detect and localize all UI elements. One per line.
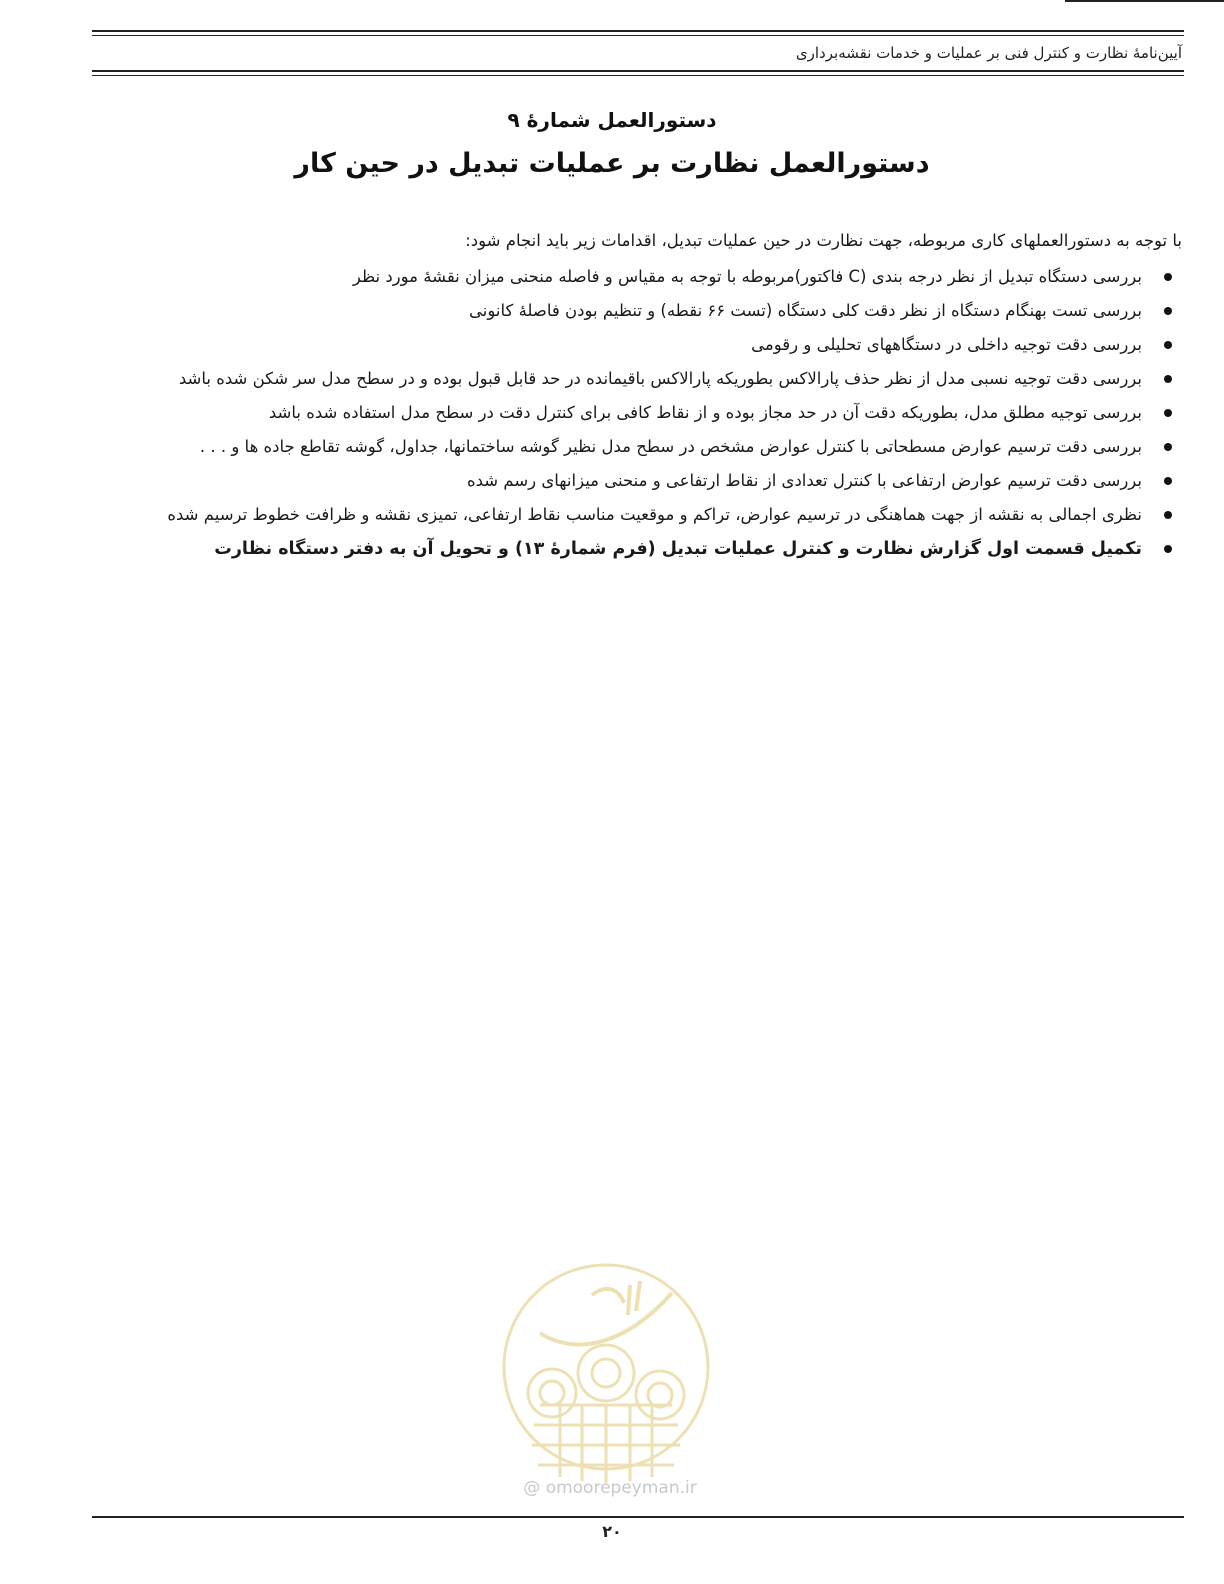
running-header: آیین‌نامهٔ نظارت و کنترل فنی بر عملیات و خدمات نقشه‌برداری <box>795 44 1182 62</box>
footer-rule <box>92 1516 1184 1518</box>
header-rule-bottom-thin <box>92 75 1184 76</box>
bullet-icon <box>1164 273 1172 281</box>
list-item: بررسی تست بهنگام دستگاه از نظر دقت کلی دستگاه (تست ۶۶ نقطه) و تنظیم بودن فاصلهٔ کانونی <box>92 294 1142 328</box>
watermark-logo-icon <box>500 1255 712 1515</box>
bullet-icon <box>1164 341 1172 349</box>
page-number: ۲۰ <box>602 1522 622 1541</box>
bullet-icon <box>1164 511 1172 519</box>
bullet-icon <box>1164 409 1172 417</box>
list-item: بررسی دقت ترسیم عوارض ارتفاعی با کنترل تعدادی از نقاط ارتفاعی و منحنی میزانهای رسم شده <box>92 464 1142 498</box>
instruction-number: دستورالعمل شمارهٔ ۹ <box>507 108 717 132</box>
corner-mark <box>1065 0 1224 2</box>
bullet-icon <box>1164 477 1172 485</box>
intro-paragraph: با توجه به دستورالعملهای کاری مربوطه، جهت نظارت در حین عملیات تبدیل، اقدامات زیر باید انجام شود: <box>465 231 1182 250</box>
list-item: بررسی دقت توجیه داخلی در دستگاههای تحلیلی و رقومی <box>92 328 1142 362</box>
list-item: بررسی دستگاه تبدیل از نظر درجه بندی (C فاکتور)مربوطه با توجه به مقیاس و فاصله منحنی میزان نقشهٔ مورد نظر <box>92 260 1142 294</box>
header-rule-top-thin <box>92 35 1184 36</box>
list-item: بررسی توجیه مطلق مدل، بطوریکه دقت آن در حد مجاز بوده و از نقاط کافی برای کنترل دقت در سطح مدل استفاده شده باشد <box>92 396 1142 430</box>
watermark-url: @ omoorepeyman.ir <box>523 1478 697 1498</box>
list-item: بررسی دقت ترسیم عوارض مسطحاتی با کنترل عوارض مشخص در سطح مدل نظیر گوشه ساختمانها، جداول، گوشه تقاطع جاده ها و . . . <box>92 430 1142 464</box>
header-rule-bottom <box>92 70 1184 72</box>
final-list-item: تکمیل قسمت اول گزارش نظارت و کنترل عملیات تبدیل (فرم شمارهٔ ۱۳) و تحویل آن به دفتر دستگاه نظارت <box>92 532 1142 566</box>
instruction-body <box>92 224 1182 566</box>
header-rule-top <box>92 30 1184 32</box>
bullet-icon <box>1164 307 1172 315</box>
list-item: بررسی دقت توجیه نسبی مدل از نظر حذف پارالاکس بطوریکه پارالاکس باقیمانده در حد قابل قبول بوده و در سطح مدل سر شکن شده باشد <box>92 362 1142 396</box>
bullet-list <box>92 260 1182 566</box>
bullet-icon <box>1164 375 1172 383</box>
list-item: نظری اجمالی به نقشه از جهت هماهنگی در ترسیم عوارض، تراکم و موقعیت مناسب نقاط ارتفاعی، تمیزی نقشه و ظرافت خطوط ترسیم شده <box>92 498 1142 532</box>
bullet-icon <box>1164 443 1172 451</box>
instruction-title: دستورالعمل نظارت بر عملیات تبدیل در حین کار <box>294 148 930 179</box>
bullet-icon <box>1164 545 1172 553</box>
